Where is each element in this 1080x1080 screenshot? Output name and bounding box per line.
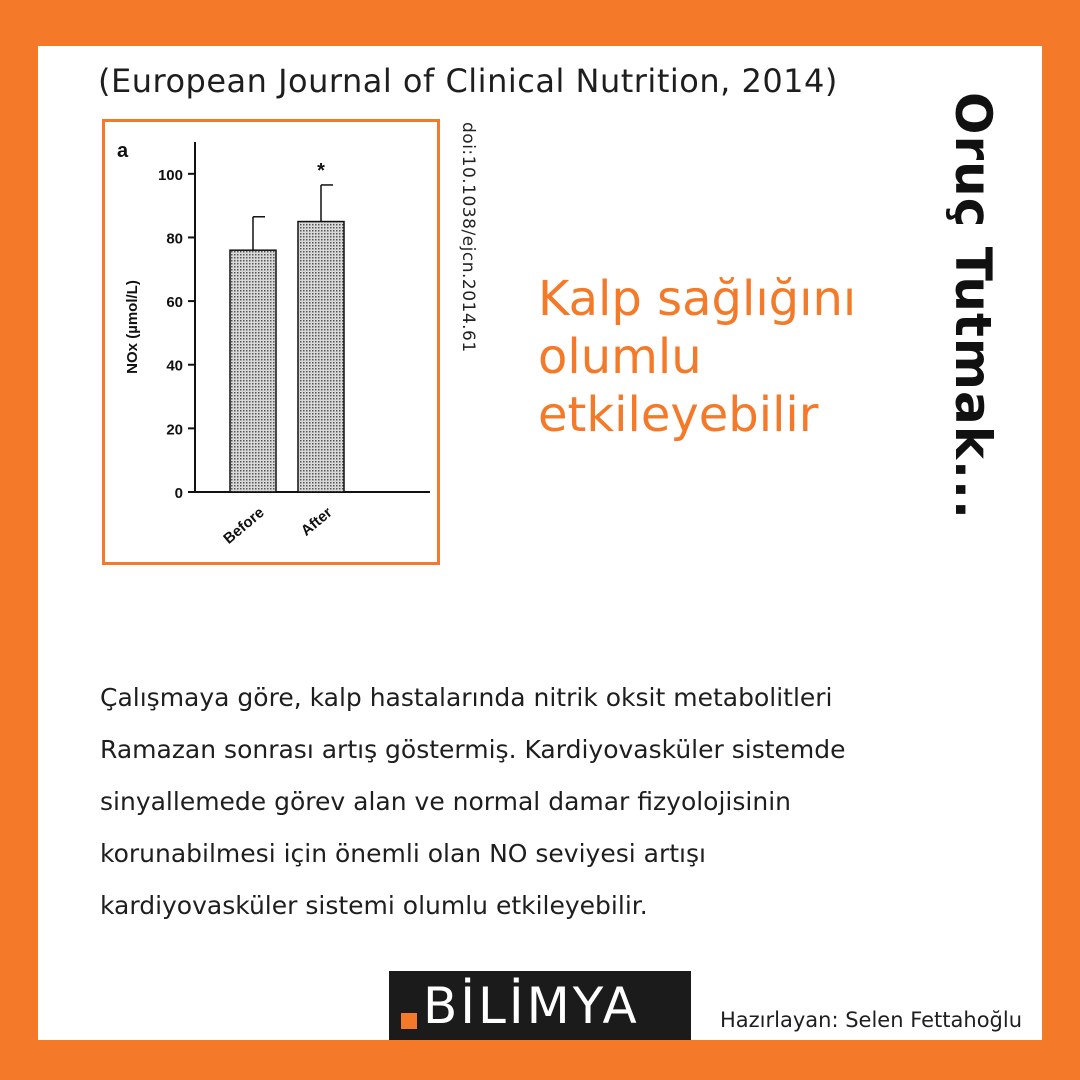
headline-line: etkileyebilir <box>538 387 819 443</box>
bar-before <box>230 250 276 492</box>
y-tick-label: 80 <box>166 230 183 248</box>
logo-dot-icon <box>401 1013 417 1029</box>
body-line: Ramazan sonrası artış göstermiş. Kardiyovasküler sistemde <box>100 735 846 764</box>
y-tick-label: 40 <box>166 357 183 375</box>
bilimya-logo <box>389 971 691 1040</box>
bar-chart <box>105 122 437 562</box>
doi-label: doi:10.1038/ejcn.2014.61 <box>458 122 478 353</box>
panel-label: a <box>117 140 129 162</box>
x-tick-label: After <box>297 504 336 540</box>
y-tick-label: 100 <box>157 166 183 184</box>
body-line: Çalışmaya göre, kalp hastalarında nitrik oksit metabolitleri <box>100 683 833 712</box>
headline-line: olumlu <box>538 329 702 385</box>
author-credit: Hazırlayan: Selen Fettahoğlu <box>720 1008 1023 1032</box>
vertical-title: Oruç Tutmak... <box>944 92 1002 520</box>
y-tick-label: 0 <box>174 485 183 502</box>
headline <box>538 270 898 444</box>
body-paragraph <box>100 672 1000 932</box>
bar-after <box>298 222 344 492</box>
body-line: sinyallemede görev alan ve normal damar fizyolojisinin <box>100 787 791 816</box>
y-tick-label: 60 <box>166 294 183 312</box>
body-line: korunabilmesi için önemli olan NO seviyesi artışı <box>100 839 706 868</box>
body-line: kardiyovasküler sistemi olumlu etkileyebilir. <box>100 891 648 920</box>
significance-marker: * <box>317 159 325 182</box>
logo-text: BİLİMYA <box>423 976 640 1035</box>
x-tick-label: Before <box>220 504 268 548</box>
headline-line: Kalp sağlığını <box>538 271 857 327</box>
chart-frame <box>102 119 440 565</box>
y-tick-label: 20 <box>166 421 183 439</box>
citation: (European Journal of Clinical Nutrition, 2014) <box>98 62 838 100</box>
y-axis-label: NOx (µmol/L) <box>124 280 141 374</box>
